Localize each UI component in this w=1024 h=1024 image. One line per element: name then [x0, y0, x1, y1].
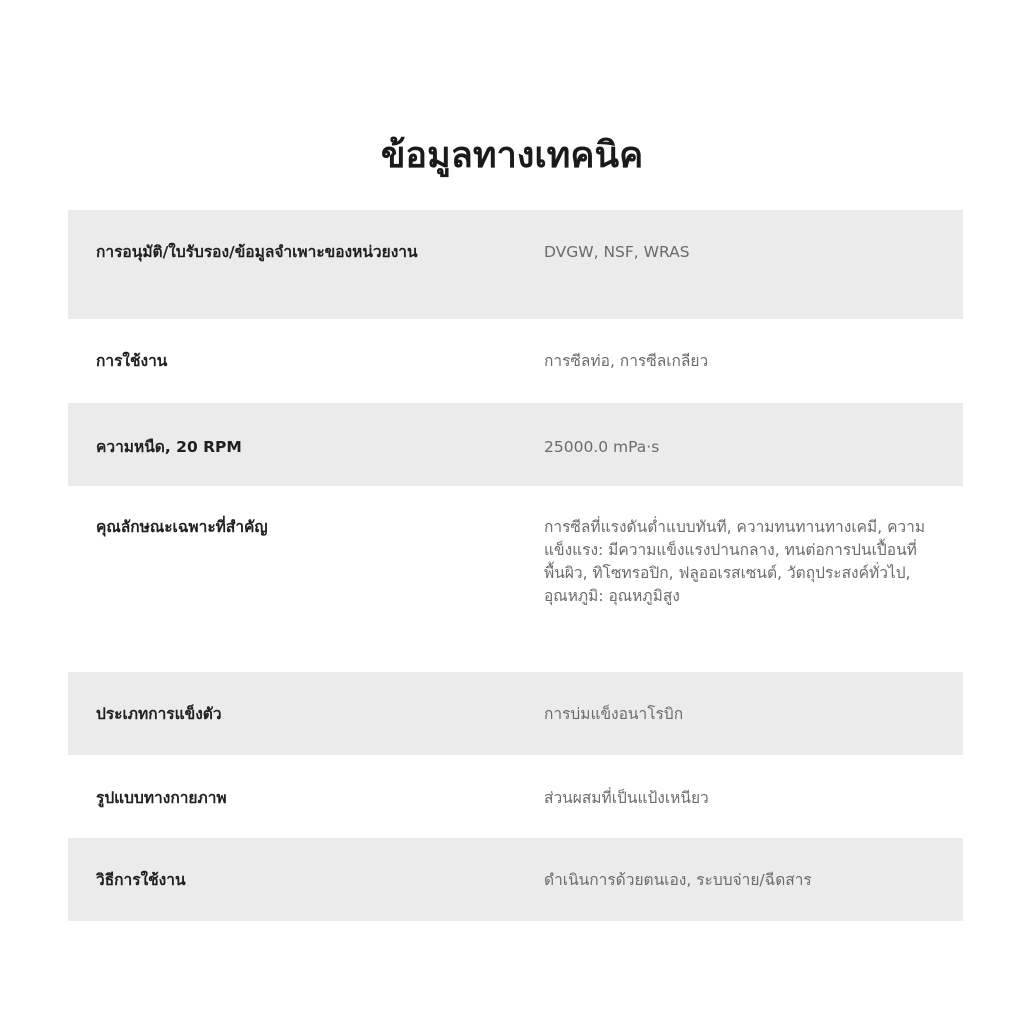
- spec-row-viscosity: [68, 403, 963, 486]
- spec-label: ประเภทการแข็งตัว: [96, 705, 222, 723]
- page-title: ข้อมูลทางเทคนิค: [380, 135, 644, 176]
- spec-label: รูปแบบทางกายภาพ: [96, 789, 227, 807]
- spec-value: ดำเนินการด้วยตนเอง, ระบบจ่าย/ฉีดสาร: [544, 871, 812, 889]
- spec-label: การอนุมัติ/ใบรับรอง/ข้อมูลจำเพาะของหน่วยงาน: [96, 243, 418, 261]
- spec-row-application-method: [68, 838, 963, 921]
- spec-label: ความหนืด, 20 RPM: [96, 438, 242, 456]
- spec-label: คุณลักษณะเฉพาะที่สำคัญ: [96, 518, 268, 536]
- spec-value: การซีลที่แรงดันต่ำแบบทันที, ความทนทานทางเคมี, ความแข็งแรง: มีความแข็งแรงปานกลาง, ทนต่อการปนเปื้อนที่พื้นผิว, ทิโซทรอปิก, ฟลูออเรสเซนต์, วัตถุประสงค์ทั่วไป, อุณหภูมิ: อุณหภูมิสูง: [544, 518, 926, 605]
- spec-value: DVGW, NSF, WRAS: [544, 243, 690, 261]
- spec-row-key-characteristics: [68, 486, 963, 672]
- spec-row-physical-form: [68, 755, 963, 838]
- spec-value: ส่วนผสมที่เป็นแป้งเหนียว: [544, 789, 709, 807]
- spec-label: วิธีการใช้งาน: [96, 871, 186, 889]
- spec-row-approvals: [68, 210, 963, 319]
- spec-row-cure-type: [68, 672, 963, 755]
- spec-table: [68, 210, 963, 921]
- spec-label: การใช้งาน: [96, 352, 168, 370]
- spec-value: 25000.0 mPa·s: [544, 438, 660, 456]
- spec-row-application: [68, 319, 963, 403]
- spec-value: การบ่มแข็งอนาโรบิก: [544, 705, 684, 723]
- spec-value: การซีลท่อ, การซีลเกลียว: [544, 352, 709, 370]
